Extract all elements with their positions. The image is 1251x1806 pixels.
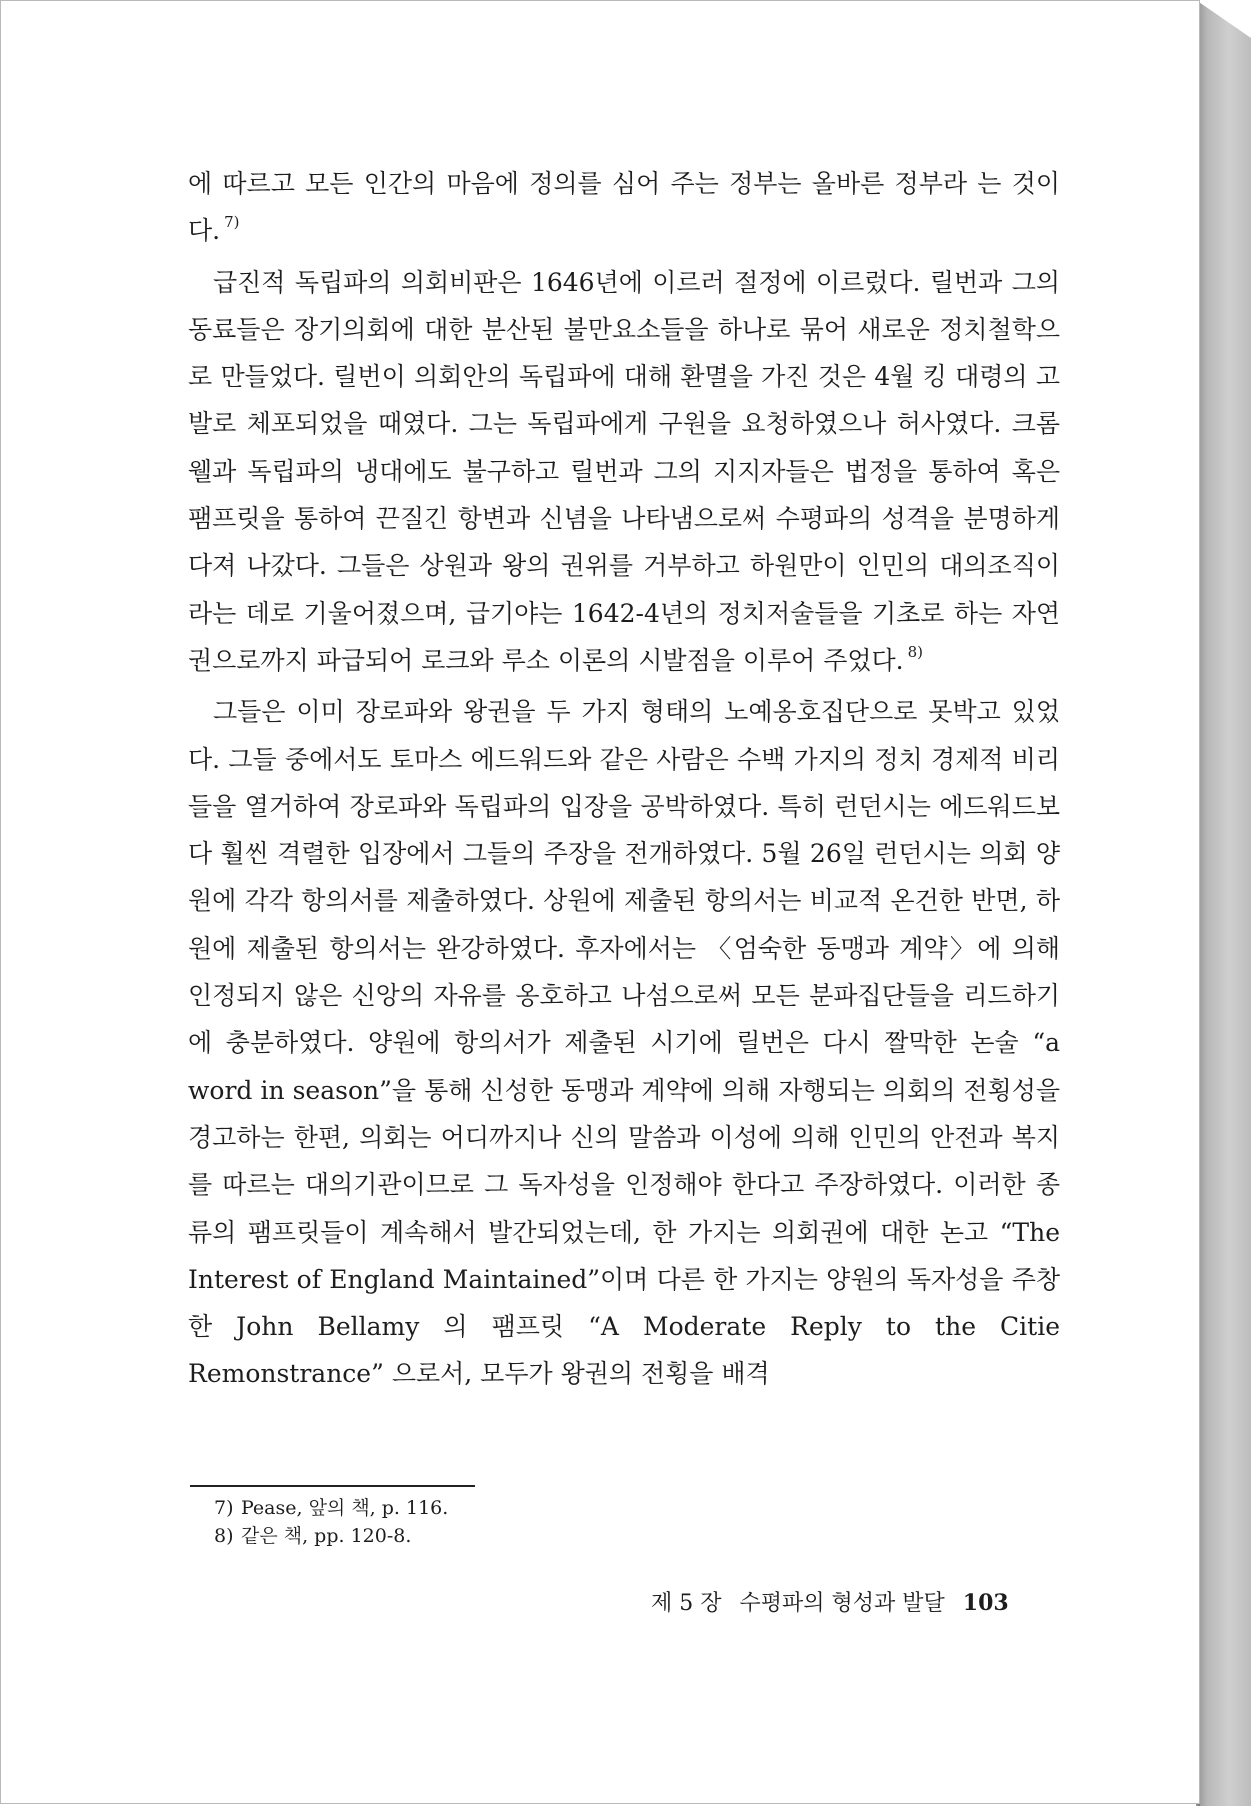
footnote-8 xyxy=(214,1522,448,1550)
footnote-divider xyxy=(190,1485,475,1487)
footnotes xyxy=(214,1494,448,1550)
running-footer xyxy=(651,1586,1009,1617)
paragraph-3 xyxy=(188,688,1060,1397)
paragraph-3-text: 그들은 이미 장로파와 왕권을 두 가지 형태의 노예옹호집단으로 못박고 있었다. 그들 중에서도 토마스 에드워드와 같은 사람은 수백 가지의 정치 경제적 비리들을 열거하여 장로파와 독립파의 입장을 공박하였다. 특히 런던시는 에드워드보다 훨씬 격렬한 입장에서 그들의 주장을 전개하였다. 5월 26일 런던시는 의회 양원에 각각 항의서를 제출하였다. 상원에 제출된 항의서는 비교적 온건한 반면, 하원에 제출된 항의서는 완강하였다. 후자에서는 〈엄숙한 동맹과 계약〉에 의해 인정되지 않은 신앙의 자유를 옹호하고 나섬으로써 모든 분파집단들을 리드하기에 충분하였다. 양원에 항의서가 제출된 시기에 릴번은 다시 짤막한 논술 “a word in season”을 통해 신성한 동맹과 계약에 의해 자행되는 의회의 전횡성을 경고하는 한편, 의회는 어디까지나 신의 말씀과 이성에 의해 인민의 안전과 복지를 따르는 대의기관이므로 그 독자성을 인정해야 한다고 주장하였다. 이러한 종류의 팸프릿들이 계속해서 발간되었는데, 한 가지는 의회권에 대한 논고 “The Interest of England Maintained”이며 다른 한 가지는 양원의 독자성을 주창한 John Bellamy 의 팸프릿 “A Moderate Reply to the Citie Remonstrance” 으로서, 모두가 왕권의 전횡을 배격 xyxy=(188,697,1060,1389)
footnote-ref-8: 8) xyxy=(907,642,924,661)
body-text xyxy=(188,160,1060,1398)
page-number: 103 xyxy=(962,1590,1009,1616)
footnote-number: 8) xyxy=(214,1525,234,1547)
paragraph-2 xyxy=(188,259,1060,689)
paragraph-2-text: 급진적 독립파의 의회비판은 1646년에 이르러 절정에 이르렀다. 릴번과 그의 동료들은 장기의회에 대한 분산된 불만요소들을 하나로 묶어 새로운 정치철학으로 만들었다. 릴번이 의회안의 독립파에 대해 환멸을 가진 것은 4월 킹 대령의 고발로 체포되었을 때였다. 그는 독립파에게 구원을 요청하였으나 허사였다. 크롬웰과 독립파의 냉대에도 불구하고 릴번과 그의 지지자들은 법정을 통하여 혹은 팸프릿을 통하여 끈질긴 항변과 신념을 나타냄으로써 수평파의 성격을 분명하게 다져 나갔다. 그들은 상원과 왕의 권위를 거부하고 하원만이 인민의 대의조직이라는 데로 기울어졌으며, 급기야는 1642-4년의 정치저술들을 기초로 하는 자연권으로까지 파급되어 로크와 루소 이론의 시발점을 이루어 주었다. xyxy=(188,267,1060,675)
chapter-title: 수평파의 형성과 발달 xyxy=(739,1591,945,1616)
chapter-label: 제 5 장 xyxy=(651,1591,722,1616)
footnote-7 xyxy=(214,1494,448,1522)
page-edge-shadow xyxy=(1196,0,1251,1806)
footnote-number: 7) xyxy=(214,1497,234,1519)
footnote-text: 같은 책, pp. 120-8. xyxy=(241,1525,412,1547)
paragraph-1 xyxy=(188,160,1060,259)
footnote-text: Pease, 앞의 책, p. 116. xyxy=(241,1497,449,1519)
paragraph-1-text: 에 따르고 모든 인간의 마음에 정의를 심어 주는 정부는 올바른 정부라 는 것이다. xyxy=(188,169,1060,246)
footnote-ref-7: 7) xyxy=(224,213,240,232)
